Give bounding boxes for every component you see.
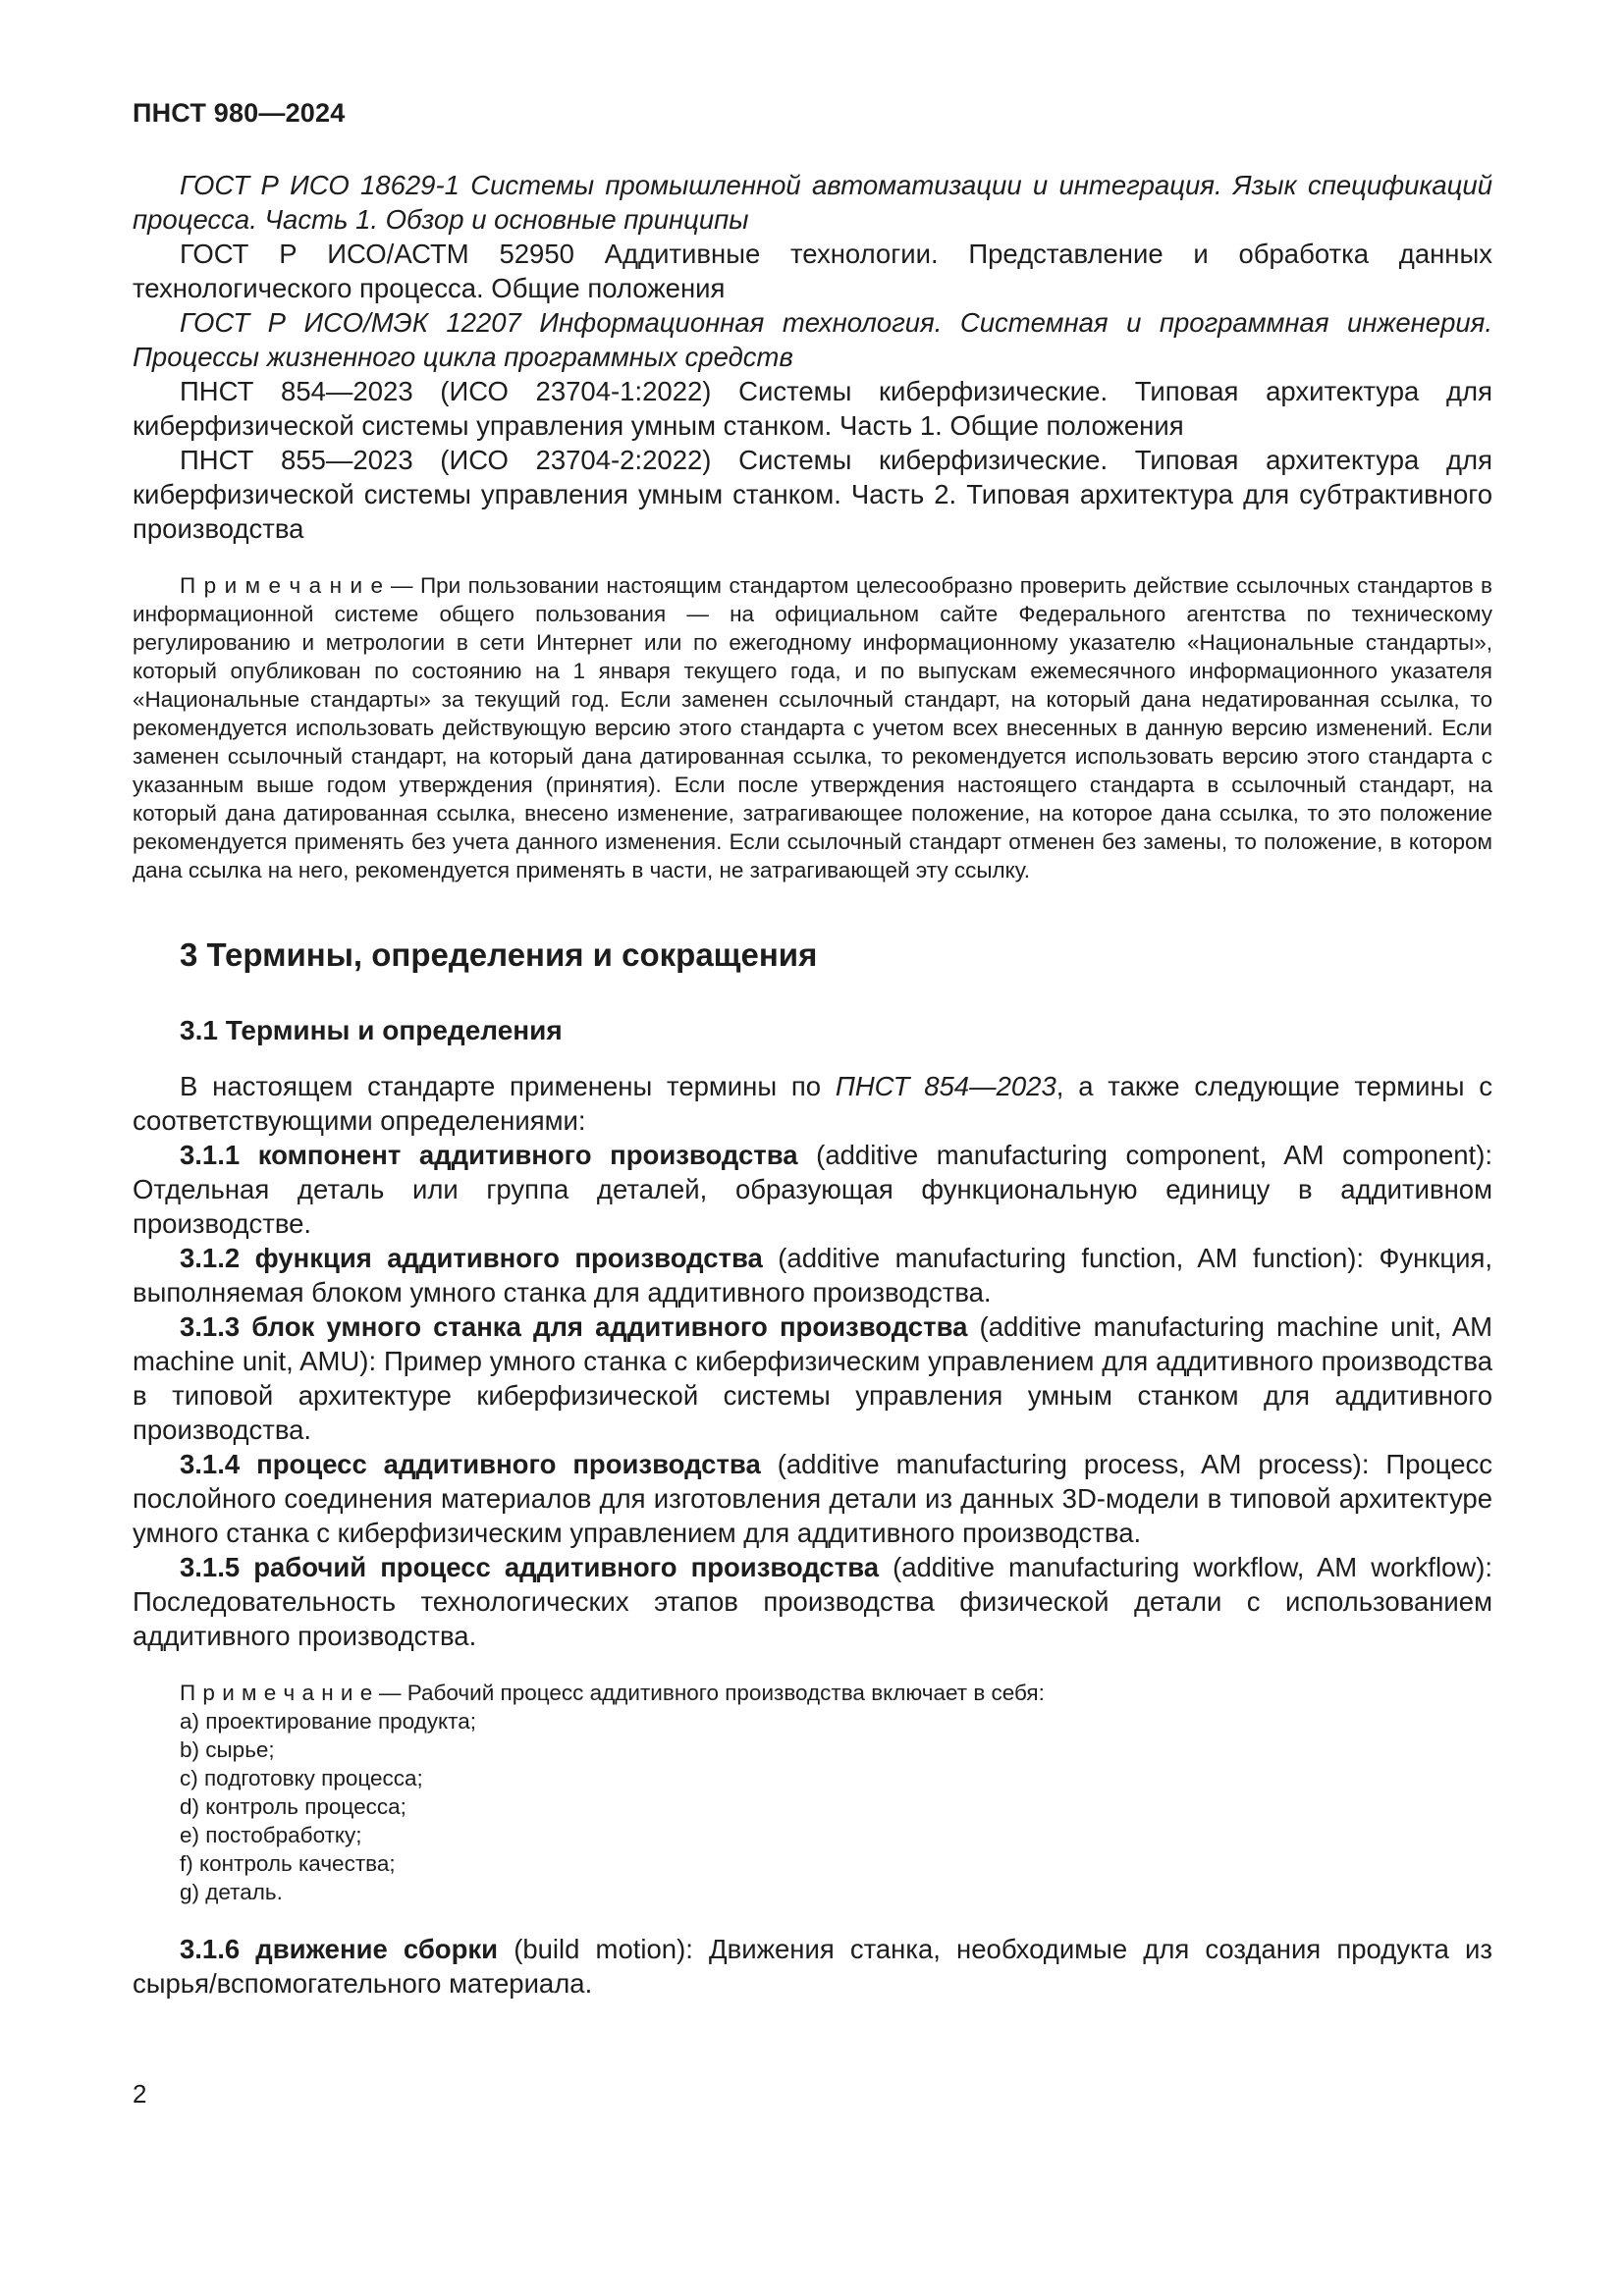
note-list-item-b: b) сырье; — [180, 1737, 275, 1762]
term-definition-text: (build motion): Движения станка, необходимые для создания продукта из сырья/вспомогательного материала. — [133, 1934, 1492, 1999]
document-designation: ПНСТ 980—2024 — [133, 98, 346, 128]
page-number: 2 — [133, 2079, 147, 2109]
term-definition-3-1-5 — [133, 1550, 1492, 1653]
note-label: П р и м е ч а н и е — [180, 573, 384, 598]
term-definition-3-1-6 — [133, 1932, 1492, 2001]
term-definition-text: (additive manufacturing function, AM function): Функция, выполняемая блоком умного станка для аддитивного производства. — [133, 1243, 1492, 1308]
term-name: 3.1.1 компонент аддитивного производства — [180, 1140, 798, 1170]
note-label: П р и м е ч а н и е — [180, 1681, 373, 1705]
term-name: 3.1.5 рабочий процесс аддитивного производства — [180, 1552, 880, 1582]
term-name: 3.1.4 процесс аддитивного производства — [180, 1449, 761, 1479]
section-3-heading: 3 Термины, определения и сокращения — [180, 936, 818, 973]
note-list-item-f: f) контроль качества; — [180, 1851, 396, 1876]
term-definition-text: (additive manufacturing workflow, AM workflow): Последовательность технологических этапов производства физической детали с использованием аддитивного производства. — [133, 1552, 1493, 1651]
term-definition-text: (additive manufacturing component, AM component): Отдельная деталь или группа деталей, образующая функциональную единицу в аддитивном производстве. — [133, 1140, 1492, 1239]
reference-item-1: ГОСТ Р ИСО 18629-1 Системы промышленной автоматизации и интеграция. Язык спецификаций процесса. Часть 1. Обзор и основные принципы — [133, 170, 1492, 235]
note-references — [133, 571, 1492, 884]
note-workflow-lead — [133, 1679, 1492, 1707]
reference-item-3: ГОСТ Р ИСО/МЭК 12207 Информационная технология. Системная и программная инженерия. Процессы жизненного цикла программных средств — [133, 307, 1492, 372]
term-definition-3-1-2 — [133, 1241, 1492, 1309]
term-name: 3.1.3 блок умного станка для аддитивного производства — [180, 1311, 968, 1342]
term-definition-3-1-3 — [133, 1309, 1492, 1447]
note-list-item-e: e) постобработку; — [180, 1823, 362, 1847]
note-text: — Рабочий процесс аддитивного производства включает в себя: — [372, 1681, 1045, 1705]
intro-text-end: , а также следующие термины с соответствующими определениями: — [133, 1071, 1492, 1136]
reference-item-5: ПНСТ 855—2023 (ИСО 23704-2:2022) Системы киберфизические. Типовая архитектура для киберфизической системы управления умным станком. Часть 2. Типовая архитектура для субтрактивного производства — [133, 445, 1492, 544]
term-definition-text: (additive manufacturing process, AM process): Процесс послойного соединения материалов для изготовления детали из данных 3D-модели в типовой архитектуре умного станка с киберфизическим управлением для аддитивного производства. — [133, 1449, 1492, 1548]
note-list-item-d: d) контроль процесса; — [180, 1794, 406, 1819]
term-name: 3.1.2 функция аддитивного производства — [180, 1243, 763, 1273]
note-workflow — [133, 1679, 1492, 1906]
reference-item-4: ПНСТ 854—2023 (ИСО 23704-1:2022) Системы киберфизические. Типовая архитектура для киберфизической системы управления умным станком. Часть 1. Общие положения — [133, 376, 1492, 441]
reference-item-2: ГОСТ Р ИСО/АСТМ 52950 Аддитивные технологии. Представление и обработка данных технологического процесса. Общие положения — [133, 239, 1492, 303]
note-list-item-a: a) проектирование продукта; — [180, 1709, 476, 1734]
note-text: — При пользовании настоящим стандартом целесообразно проверить действие ссылочных стандартов в информационной системе общего пользования — на официальном сайте Федерального агентства по техническому регулированию и метрологии в сети Интернет или по ежегодному информационному указателю «Национальные стандарты», который опубликован по состоянию на 1 января текущего года, и по выпускам ежемесячного информационного указателя «Национальные стандарты» за текущий год. Если заменен ссылочный стандарт, на который дана недатированная ссылка, то рекомендуется использовать действующую версию этого стандарта с учетом всех внесенных в данную версию изменений. Если заменен ссылочный стандарт, на который дана датированная ссылка, то рекомендуется использовать версию этого стандарта с указанным выше годом утверждения (принятия). Если после утверждения настоящего стандарта в ссылочный стандарт, на который дана датированная ссылка, внесено изменение, затрагивающее положение, на которое дана ссылка, то это положение рекомендуется применять без учета данного изменения. Если ссылочный стандарт отменен без замены, то положение, в котором дана ссылка на него, рекомендуется применять в части, не затрагивающей эту ссылку. — [133, 573, 1492, 882]
term-name: 3.1.6 движение сборки — [180, 1934, 499, 1964]
standard-reference: ПНСТ 854—2023 — [835, 1071, 1056, 1101]
note-list-item-c: c) подготовку процесса; — [180, 1766, 423, 1790]
document-body — [133, 168, 1492, 2001]
terms-intro-paragraph — [133, 1069, 1492, 1138]
term-definition-3-1-4 — [133, 1447, 1492, 1550]
term-definition-text: (additive manufacturing machine unit, AM machine unit, AMU): Пример умного станка с киберфизическим управлением для аддитивного производства в типовой архитектуре киберфизической системы управления умным станком для аддитивного производства. — [133, 1311, 1492, 1445]
intro-text-start: В настоящем стандарте применены термины по — [180, 1071, 836, 1101]
term-definition-3-1-1 — [133, 1138, 1492, 1241]
note-list-item-g: g) деталь. — [180, 1880, 283, 1904]
subsection-3-1-heading: 3.1 Термины и определения — [180, 1015, 563, 1045]
